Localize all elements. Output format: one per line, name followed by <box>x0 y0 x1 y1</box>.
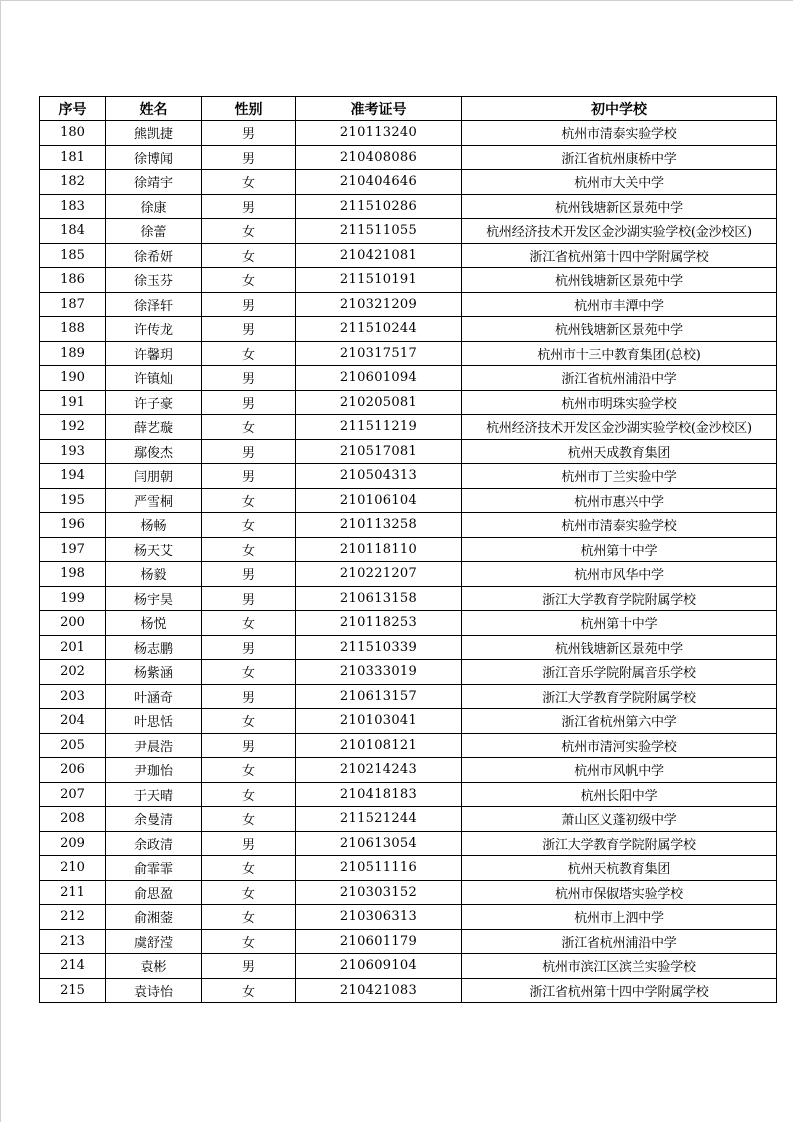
cell-school: 浙江省杭州第十四中学附属学校 <box>462 978 777 1003</box>
cell-gender: 女 <box>202 513 296 538</box>
cell-name: 许子豪 <box>106 390 202 415</box>
header-gender: 性别 <box>202 97 296 121</box>
cell-exam-id: 210333019 <box>296 660 462 685</box>
header-school: 初中学校 <box>462 97 777 121</box>
cell-name: 杨志鹏 <box>106 635 202 660</box>
cell-no: 193 <box>40 439 106 464</box>
cell-gender: 男 <box>202 366 296 391</box>
table-header <box>40 97 777 121</box>
cell-exam-id: 210418183 <box>296 782 462 807</box>
table-row <box>40 366 777 391</box>
table-row <box>40 733 777 758</box>
cell-gender: 女 <box>202 415 296 440</box>
cell-exam-id: 210613158 <box>296 586 462 611</box>
cell-school: 浙江省杭州浦沿中学 <box>462 929 777 954</box>
cell-school: 杭州市保俶塔实验学校 <box>462 880 777 905</box>
cell-name: 杨毅 <box>106 562 202 587</box>
cell-name: 杨宇昊 <box>106 586 202 611</box>
cell-no: 215 <box>40 978 106 1003</box>
cell-gender: 女 <box>202 929 296 954</box>
cell-gender: 男 <box>202 317 296 342</box>
cell-no: 204 <box>40 709 106 734</box>
cell-gender: 男 <box>202 439 296 464</box>
cell-name: 徐玉芬 <box>106 268 202 293</box>
header-no: 序号 <box>40 97 106 121</box>
cell-gender: 女 <box>202 268 296 293</box>
cell-school: 浙江大学教育学院附属学校 <box>462 684 777 709</box>
cell-no: 185 <box>40 243 106 268</box>
cell-exam-id: 210118253 <box>296 611 462 636</box>
table-row <box>40 415 777 440</box>
cell-school: 杭州市清泰实验学校 <box>462 121 777 146</box>
cell-gender: 女 <box>202 488 296 513</box>
cell-school: 杭州第十中学 <box>462 537 777 562</box>
cell-name: 徐靖宇 <box>106 170 202 195</box>
cell-gender: 女 <box>202 170 296 195</box>
cell-exam-id: 210221207 <box>296 562 462 587</box>
cell-gender: 女 <box>202 880 296 905</box>
cell-school: 浙江大学教育学院附属学校 <box>462 586 777 611</box>
cell-exam-id: 210421083 <box>296 978 462 1003</box>
cell-exam-id: 210613054 <box>296 831 462 856</box>
cell-gender: 女 <box>202 758 296 783</box>
cell-gender: 男 <box>202 635 296 660</box>
table-row <box>40 390 777 415</box>
table-row <box>40 292 777 317</box>
cell-no: 192 <box>40 415 106 440</box>
table-row <box>40 170 777 195</box>
cell-school: 杭州市丁兰实验中学 <box>462 464 777 489</box>
cell-gender: 男 <box>202 954 296 979</box>
cell-school: 萧山区义蓬初级中学 <box>462 807 777 832</box>
cell-school: 杭州市十三中教育集团(总校) <box>462 341 777 366</box>
table-row <box>40 145 777 170</box>
cell-exam-id: 210106104 <box>296 488 462 513</box>
cell-no: 181 <box>40 145 106 170</box>
table-row <box>40 978 777 1003</box>
cell-no: 182 <box>40 170 106 195</box>
cell-exam-id: 210214243 <box>296 758 462 783</box>
cell-school: 杭州长阳中学 <box>462 782 777 807</box>
cell-school: 杭州钱塘新区景苑中学 <box>462 317 777 342</box>
cell-gender: 男 <box>202 562 296 587</box>
cell-name: 杨紫涵 <box>106 660 202 685</box>
cell-gender: 女 <box>202 856 296 881</box>
cell-name: 叶思恬 <box>106 709 202 734</box>
cell-exam-id: 210404646 <box>296 170 462 195</box>
cell-no: 188 <box>40 317 106 342</box>
cell-name: 徐泽轩 <box>106 292 202 317</box>
cell-exam-id: 210108121 <box>296 733 462 758</box>
table-row <box>40 488 777 513</box>
cell-gender: 女 <box>202 243 296 268</box>
cell-name: 闫朋朝 <box>106 464 202 489</box>
cell-gender: 女 <box>202 782 296 807</box>
cell-no: 196 <box>40 513 106 538</box>
cell-name: 杨天艾 <box>106 537 202 562</box>
cell-name: 许馨玥 <box>106 341 202 366</box>
table-row <box>40 219 777 244</box>
cell-school: 杭州钱塘新区景苑中学 <box>462 194 777 219</box>
cell-name: 杨畅 <box>106 513 202 538</box>
cell-name: 袁彬 <box>106 954 202 979</box>
cell-no: 186 <box>40 268 106 293</box>
header-exam-id: 准考证号 <box>296 97 462 121</box>
table-row <box>40 611 777 636</box>
table-row <box>40 586 777 611</box>
cell-school: 杭州市清泰实验学校 <box>462 513 777 538</box>
cell-name: 薛艺璇 <box>106 415 202 440</box>
cell-name: 鄢俊杰 <box>106 439 202 464</box>
table-row <box>40 317 777 342</box>
cell-no: 191 <box>40 390 106 415</box>
table-row <box>40 807 777 832</box>
table-row <box>40 194 777 219</box>
cell-name: 余政清 <box>106 831 202 856</box>
cell-no: 212 <box>40 905 106 930</box>
cell-gender: 女 <box>202 660 296 685</box>
cell-exam-id: 211510191 <box>296 268 462 293</box>
cell-no: 190 <box>40 366 106 391</box>
cell-no: 209 <box>40 831 106 856</box>
cell-name: 许镇灿 <box>106 366 202 391</box>
cell-school: 杭州经济技术开发区金沙湖实验学校(金沙校区) <box>462 415 777 440</box>
cell-name: 徐博闻 <box>106 145 202 170</box>
table-row <box>40 513 777 538</box>
cell-school: 浙江省杭州康桥中学 <box>462 145 777 170</box>
table-row <box>40 856 777 881</box>
cell-no: 214 <box>40 954 106 979</box>
student-roster-table <box>39 96 777 1003</box>
table-row <box>40 635 777 660</box>
cell-exam-id: 210517081 <box>296 439 462 464</box>
cell-no: 203 <box>40 684 106 709</box>
cell-no: 208 <box>40 807 106 832</box>
cell-name: 杨悦 <box>106 611 202 636</box>
cell-exam-id: 210609104 <box>296 954 462 979</box>
cell-gender: 男 <box>202 390 296 415</box>
table-row <box>40 562 777 587</box>
cell-name: 袁诗怡 <box>106 978 202 1003</box>
cell-exam-id: 210613157 <box>296 684 462 709</box>
cell-no: 199 <box>40 586 106 611</box>
table-row <box>40 464 777 489</box>
cell-name: 严雪桐 <box>106 488 202 513</box>
cell-exam-id: 211510286 <box>296 194 462 219</box>
cell-name: 俞思盈 <box>106 880 202 905</box>
cell-gender: 女 <box>202 905 296 930</box>
cell-no: 194 <box>40 464 106 489</box>
cell-no: 200 <box>40 611 106 636</box>
cell-no: 213 <box>40 929 106 954</box>
cell-exam-id: 211521244 <box>296 807 462 832</box>
cell-no: 206 <box>40 758 106 783</box>
cell-gender: 女 <box>202 807 296 832</box>
table-body <box>40 121 777 1003</box>
cell-exam-id: 210306313 <box>296 905 462 930</box>
cell-exam-id: 210408086 <box>296 145 462 170</box>
cell-school: 杭州市滨江区滨兰实验学校 <box>462 954 777 979</box>
cell-exam-id: 211510244 <box>296 317 462 342</box>
cell-name: 熊凯捷 <box>106 121 202 146</box>
cell-school: 杭州市风帆中学 <box>462 758 777 783</box>
cell-exam-id: 211510339 <box>296 635 462 660</box>
cell-school: 浙江省杭州第十四中学附属学校 <box>462 243 777 268</box>
table-row <box>40 684 777 709</box>
cell-exam-id: 210601179 <box>296 929 462 954</box>
table-row <box>40 341 777 366</box>
table-row <box>40 929 777 954</box>
cell-no: 198 <box>40 562 106 587</box>
cell-no: 211 <box>40 880 106 905</box>
table-row <box>40 709 777 734</box>
cell-gender: 女 <box>202 537 296 562</box>
cell-no: 180 <box>40 121 106 146</box>
cell-name: 叶涵奇 <box>106 684 202 709</box>
cell-gender: 男 <box>202 145 296 170</box>
cell-no: 183 <box>40 194 106 219</box>
table-row <box>40 758 777 783</box>
cell-gender: 男 <box>202 194 296 219</box>
table-row <box>40 660 777 685</box>
table-row <box>40 268 777 293</box>
cell-school: 杭州市大关中学 <box>462 170 777 195</box>
cell-gender: 男 <box>202 733 296 758</box>
table-row <box>40 537 777 562</box>
cell-gender: 男 <box>202 464 296 489</box>
cell-exam-id: 210321209 <box>296 292 462 317</box>
cell-no: 205 <box>40 733 106 758</box>
cell-name: 尹晨浩 <box>106 733 202 758</box>
cell-exam-id: 210113240 <box>296 121 462 146</box>
cell-exam-id: 210511116 <box>296 856 462 881</box>
cell-exam-id: 210118110 <box>296 537 462 562</box>
cell-school: 杭州市上泗中学 <box>462 905 777 930</box>
page-edge-top <box>0 0 793 1</box>
cell-school: 浙江省杭州浦沿中学 <box>462 366 777 391</box>
cell-no: 210 <box>40 856 106 881</box>
cell-gender: 女 <box>202 219 296 244</box>
cell-gender: 男 <box>202 831 296 856</box>
cell-gender: 女 <box>202 978 296 1003</box>
cell-name: 徐蕾 <box>106 219 202 244</box>
table-row <box>40 121 777 146</box>
table-row <box>40 880 777 905</box>
cell-no: 189 <box>40 341 106 366</box>
cell-no: 207 <box>40 782 106 807</box>
cell-name: 虞舒滢 <box>106 929 202 954</box>
cell-exam-id: 210113258 <box>296 513 462 538</box>
cell-no: 184 <box>40 219 106 244</box>
cell-name: 尹珈怡 <box>106 758 202 783</box>
cell-school: 杭州钱塘新区景苑中学 <box>462 635 777 660</box>
table-row <box>40 831 777 856</box>
table-row <box>40 954 777 979</box>
cell-name: 许传龙 <box>106 317 202 342</box>
cell-exam-id: 210205081 <box>296 390 462 415</box>
cell-no: 201 <box>40 635 106 660</box>
cell-school: 杭州天成教育集团 <box>462 439 777 464</box>
cell-name: 余曼清 <box>106 807 202 832</box>
cell-gender: 女 <box>202 341 296 366</box>
cell-gender: 女 <box>202 611 296 636</box>
cell-exam-id: 211511055 <box>296 219 462 244</box>
cell-school: 杭州市丰潭中学 <box>462 292 777 317</box>
cell-no: 197 <box>40 537 106 562</box>
cell-exam-id: 210504313 <box>296 464 462 489</box>
header-name: 姓名 <box>106 97 202 121</box>
cell-no: 195 <box>40 488 106 513</box>
cell-exam-id: 210421081 <box>296 243 462 268</box>
cell-exam-id: 210103041 <box>296 709 462 734</box>
cell-school: 杭州市清河实验学校 <box>462 733 777 758</box>
cell-name: 徐希妍 <box>106 243 202 268</box>
cell-gender: 男 <box>202 586 296 611</box>
page-edge-left <box>0 0 1 1122</box>
cell-name: 徐康 <box>106 194 202 219</box>
table-row <box>40 439 777 464</box>
cell-no: 202 <box>40 660 106 685</box>
table-row <box>40 782 777 807</box>
cell-school: 杭州钱塘新区景苑中学 <box>462 268 777 293</box>
cell-school: 杭州第十中学 <box>462 611 777 636</box>
cell-exam-id: 210601094 <box>296 366 462 391</box>
cell-school: 杭州市明珠实验学校 <box>462 390 777 415</box>
cell-gender: 男 <box>202 292 296 317</box>
cell-exam-id: 210303152 <box>296 880 462 905</box>
cell-no: 187 <box>40 292 106 317</box>
cell-school: 杭州天杭教育集团 <box>462 856 777 881</box>
cell-school: 杭州经济技术开发区金沙湖实验学校(金沙校区) <box>462 219 777 244</box>
cell-school: 杭州市惠兴中学 <box>462 488 777 513</box>
cell-gender: 男 <box>202 121 296 146</box>
header-row <box>40 97 777 121</box>
cell-school: 杭州市风华中学 <box>462 562 777 587</box>
table-row <box>40 905 777 930</box>
cell-school: 浙江音乐学院附属音乐学校 <box>462 660 777 685</box>
cell-school: 浙江大学教育学院附属学校 <box>462 831 777 856</box>
cell-exam-id: 211511219 <box>296 415 462 440</box>
cell-name: 于天晴 <box>106 782 202 807</box>
cell-name: 俞霏霏 <box>106 856 202 881</box>
cell-school: 浙江省杭州第六中学 <box>462 709 777 734</box>
table-row <box>40 243 777 268</box>
cell-gender: 女 <box>202 709 296 734</box>
cell-exam-id: 210317517 <box>296 341 462 366</box>
cell-gender: 男 <box>202 684 296 709</box>
cell-name: 俞湘蓥 <box>106 905 202 930</box>
